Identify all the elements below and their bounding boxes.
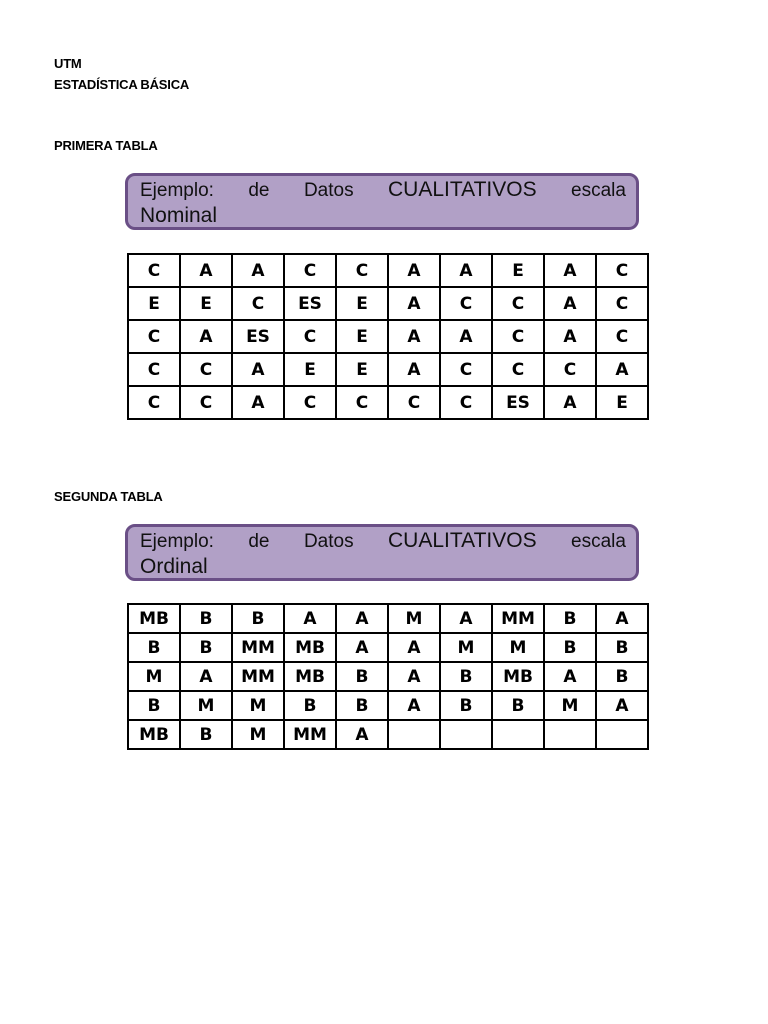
table-cell: E [284, 353, 336, 386]
table-cell: A [388, 320, 440, 353]
table-cell: C [336, 254, 388, 287]
table-cell: C [596, 320, 648, 353]
table-cell [440, 720, 492, 749]
table-cell: M [544, 691, 596, 720]
table-cell: A [180, 254, 232, 287]
banner-ordinal [125, 524, 639, 581]
table-row [128, 287, 648, 320]
table-cell [492, 720, 544, 749]
table-cell: MM [232, 662, 284, 691]
ordinal-table-body [128, 604, 648, 749]
table-cell: A [284, 604, 336, 633]
table-cell: C [544, 353, 596, 386]
table-cell: C [596, 287, 648, 320]
table-cell: M [232, 720, 284, 749]
table-cell: M [388, 604, 440, 633]
table-cell: MM [232, 633, 284, 662]
table-cell: A [388, 254, 440, 287]
table-cell: MM [284, 720, 336, 749]
table-cell: A [388, 633, 440, 662]
table-cell: B [232, 604, 284, 633]
table-cell: M [440, 633, 492, 662]
table-cell: B [180, 720, 232, 749]
table-cell: MB [128, 720, 180, 749]
banner-word: de [248, 180, 270, 201]
table-cell: MB [128, 604, 180, 633]
banner-word: escala [571, 180, 626, 201]
banner-word: CUALITATIVOS [388, 529, 537, 552]
banner-line-2: Nominal [140, 204, 218, 227]
header-line-2: ESTADÍSTICA BÁSICA [54, 77, 190, 92]
table-cell: E [596, 386, 648, 419]
table-row [128, 320, 648, 353]
table-cell: E [336, 287, 388, 320]
table-cell: C [284, 254, 336, 287]
table-cell: ES [492, 386, 544, 419]
table-cell: B [284, 691, 336, 720]
table-cell: B [336, 662, 388, 691]
table-cell: B [180, 633, 232, 662]
ordinal-data-table [127, 603, 649, 750]
section-heading-1: PRIMERA TABLA [54, 138, 158, 153]
table-cell: A [180, 320, 232, 353]
table-cell: C [440, 287, 492, 320]
table-cell: A [544, 386, 596, 419]
table-cell: C [180, 353, 232, 386]
table-cell: A [180, 662, 232, 691]
table-cell: E [336, 320, 388, 353]
nominal-data-table [127, 253, 649, 420]
table-cell [544, 720, 596, 749]
table-cell: E [180, 287, 232, 320]
table-cell: C [492, 320, 544, 353]
nominal-table-body [128, 254, 648, 419]
table-cell: A [336, 720, 388, 749]
table-cell: B [128, 691, 180, 720]
banner-word: Ejemplo: [140, 180, 214, 201]
table-cell: MM [492, 604, 544, 633]
table-row [128, 720, 648, 749]
table-cell: A [544, 254, 596, 287]
table-row [128, 353, 648, 386]
table-cell: E [128, 287, 180, 320]
table-cell: A [388, 662, 440, 691]
banner-nominal [125, 173, 639, 230]
table-cell: C [440, 386, 492, 419]
table-cell: A [544, 320, 596, 353]
table-row [128, 633, 648, 662]
table-cell: C [128, 386, 180, 419]
table-cell: B [544, 604, 596, 633]
banner-word: CUALITATIVOS [388, 178, 537, 201]
table-cell: B [440, 662, 492, 691]
table-row [128, 254, 648, 287]
table-cell: B [336, 691, 388, 720]
table-cell: B [492, 691, 544, 720]
table-cell: M [492, 633, 544, 662]
table-cell: A [596, 691, 648, 720]
table-cell: A [388, 691, 440, 720]
table-cell: A [388, 353, 440, 386]
banner-line-2: Ordinal [140, 555, 208, 578]
table-cell: A [232, 353, 284, 386]
table-cell: C [388, 386, 440, 419]
table-cell: A [336, 604, 388, 633]
table-row [128, 386, 648, 419]
table-cell: E [492, 254, 544, 287]
table-cell: C [336, 386, 388, 419]
table-cell [596, 720, 648, 749]
table-cell: C [492, 353, 544, 386]
table-cell [388, 720, 440, 749]
table-cell: A [440, 320, 492, 353]
banner-word: Ejemplo: [140, 531, 214, 552]
table-cell: A [596, 353, 648, 386]
banner-line-1 [140, 178, 626, 203]
table-cell: B [180, 604, 232, 633]
table-cell: MB [492, 662, 544, 691]
table-cell: E [336, 353, 388, 386]
table-cell: C [128, 320, 180, 353]
table-cell: A [596, 604, 648, 633]
table-cell: A [232, 254, 284, 287]
table-cell: A [544, 662, 596, 691]
table-cell: A [440, 254, 492, 287]
table-cell: B [596, 633, 648, 662]
table-cell: C [128, 353, 180, 386]
table-cell: B [596, 662, 648, 691]
table-cell: MB [284, 633, 336, 662]
table-cell: B [440, 691, 492, 720]
table-cell: M [128, 662, 180, 691]
table-cell: B [128, 633, 180, 662]
banner-word: de [248, 531, 270, 552]
table-cell: B [544, 633, 596, 662]
table-cell: C [440, 353, 492, 386]
table-cell: C [492, 287, 544, 320]
banner-word: Datos [303, 180, 354, 201]
table-cell: C [284, 320, 336, 353]
banner-line-1 [140, 529, 626, 554]
table-row [128, 604, 648, 633]
table-cell: A [440, 604, 492, 633]
table-cell: MB [284, 662, 336, 691]
table-cell: A [388, 287, 440, 320]
table-cell: A [232, 386, 284, 419]
header-line-1: UTM [54, 56, 82, 71]
table-row [128, 691, 648, 720]
table-cell: C [180, 386, 232, 419]
table-cell: M [180, 691, 232, 720]
table-cell: ES [232, 320, 284, 353]
table-cell: C [232, 287, 284, 320]
section-heading-2: SEGUNDA TABLA [54, 489, 163, 504]
table-cell: ES [284, 287, 336, 320]
table-cell: C [128, 254, 180, 287]
table-cell: C [596, 254, 648, 287]
banner-word: escala [571, 531, 626, 552]
table-row [128, 662, 648, 691]
table-cell: C [284, 386, 336, 419]
banner-word: Datos [303, 531, 354, 552]
table-cell: A [336, 633, 388, 662]
table-cell: M [232, 691, 284, 720]
table-cell: A [544, 287, 596, 320]
